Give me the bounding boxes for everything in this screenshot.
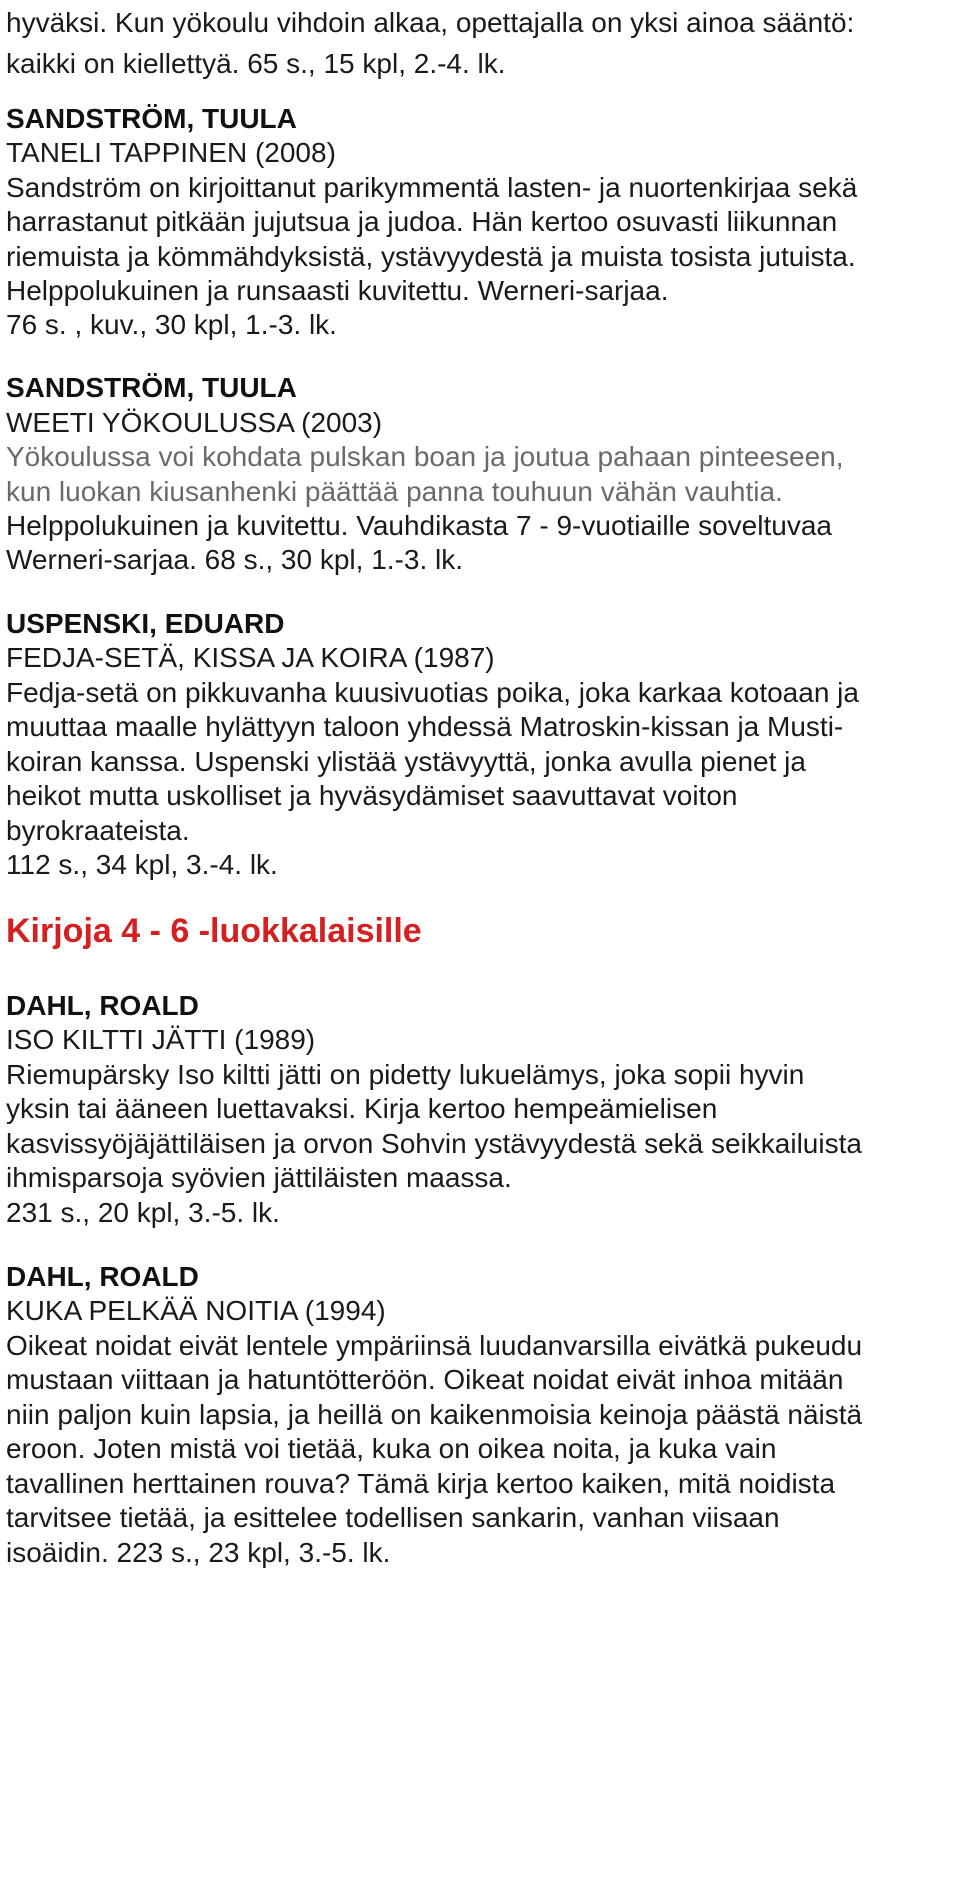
book-description-line: ihmisparsoja syövien jättiläisten maassa. bbox=[6, 1162, 512, 1193]
book-details: 76 s. , kuv., 30 kpl, 1.-3. lk. bbox=[6, 309, 337, 340]
book-description-line: yksin tai ääneen luettavaksi. Kirja kertoo hempeämielisen bbox=[6, 1093, 718, 1124]
book-description-line: Fedja-setä on pikkuvanha kuusivuotias poika, joka karkaa kotoaan ja bbox=[6, 677, 859, 708]
book-description-line: mustaan viittaan ja hatuntötteröön. Oikeat noidat eivät inhoa mitään bbox=[6, 1364, 844, 1395]
book-description-line: kun luokan kiusanhenki päättää panna touhuun vähän vauhtia. bbox=[6, 476, 783, 507]
book-description-line: Sandström on kirjoittanut parikymmentä lasten- ja nuortenkirjaa sekä bbox=[6, 172, 858, 203]
book-author: DAHL, ROALD bbox=[6, 1261, 199, 1292]
book-title: TANELI TAPPINEN (2008) bbox=[6, 137, 336, 168]
book-description-line: koiran kanssa. Uspenski ylistää ystävyyttä, jonka avulla pienet ja bbox=[6, 746, 806, 777]
book-author: SANDSTRÖM, TUULA bbox=[6, 372, 297, 403]
book-author: DAHL, ROALD bbox=[6, 990, 199, 1021]
book-description-line: kasvissyöjäjättiläisen ja orvon Sohvin ystävyydestä sekä seikkailuista bbox=[6, 1128, 862, 1159]
book-description-line: tarvitsee tietää, ja esittelee todellisen sankarin, vanhan viisaan bbox=[6, 1502, 780, 1533]
book-description-line: muuttaa maalle hylättyyn taloon yhdessä Matroskin-kissan ja Musti- bbox=[6, 711, 844, 742]
book-description-line: Oikeat noidat eivät lentele ympäriinsä luudanvarsilla eivätkä pukeudu bbox=[6, 1330, 863, 1361]
book-description-line: Helppolukuinen ja runsaasti kuvitettu. Werneri-sarjaa. bbox=[6, 275, 669, 306]
book-description-line: riemuista ja kömmähdyksistä, ystävyydestä ja muista tosista jutuista. bbox=[6, 241, 856, 272]
book-title: ISO KILTTI JÄTTI (1989) bbox=[6, 1024, 316, 1055]
book-title: FEDJA-SETÄ, KISSA JA KOIRA (1987) bbox=[6, 642, 495, 673]
book-description-line: heikot mutta uskolliset ja hyväsydämiset saavuttavat voiton bbox=[6, 780, 738, 811]
book-details: Werneri-sarjaa. 68 s., 30 kpl, 1.-3. lk. bbox=[6, 544, 463, 575]
book-description-line: Yökoulussa voi kohdata pulskan boan ja joutua pahaan pinteeseen, bbox=[6, 441, 844, 472]
book-description-line: harrastanut pitkään jujutsua ja judoa. Hän kertoo osuvasti liikunnan bbox=[6, 206, 838, 237]
book-title: WEETI YÖKOULUSSA (2003) bbox=[6, 407, 383, 438]
book-details: 112 s., 34 kpl, 3.-4. lk. bbox=[6, 849, 278, 880]
section-heading: Kirjoja 4 - 6 -luokkalaisille bbox=[6, 912, 422, 950]
book-author: USPENSKI, EDUARD bbox=[6, 608, 285, 639]
book-description-line: eroon. Joten mistä voi tietää, kuka on oikea noita, ja kuka vain bbox=[6, 1433, 777, 1464]
body-line: kaikki on kiellettyä. 65 s., 15 kpl, 2.-4. lk. bbox=[6, 48, 506, 79]
book-title: KUKA PELKÄÄ NOITIA (1994) bbox=[6, 1295, 386, 1326]
book-description-line: Helppolukuinen ja kuvitettu. Vauhdikasta 7 - 9-vuotiaille soveltuvaa bbox=[6, 510, 832, 541]
book-description-line: byrokraateista. bbox=[6, 815, 190, 846]
book-description-line: niin paljon kuin lapsia, ja heillä on kaikenmoisia keinoja päästä näistä bbox=[6, 1399, 863, 1430]
book-author: SANDSTRÖM, TUULA bbox=[6, 103, 297, 134]
book-details: 231 s., 20 kpl, 3.-5. lk. bbox=[6, 1197, 280, 1228]
book-description-line: Riemupärsky Iso kiltti jätti on pidetty lukuelämys, joka sopii hyvin bbox=[6, 1059, 805, 1090]
book-details: isoäidin. 223 s., 23 kpl, 3.-5. lk. bbox=[6, 1537, 391, 1568]
body-line: hyväksi. Kun yökoulu vihdoin alkaa, opettajalla on yksi ainoa sääntö: bbox=[6, 7, 855, 38]
book-description-line: tavallinen herttainen rouva? Tämä kirja kertoo kaiken, mitä noidista bbox=[6, 1468, 836, 1499]
